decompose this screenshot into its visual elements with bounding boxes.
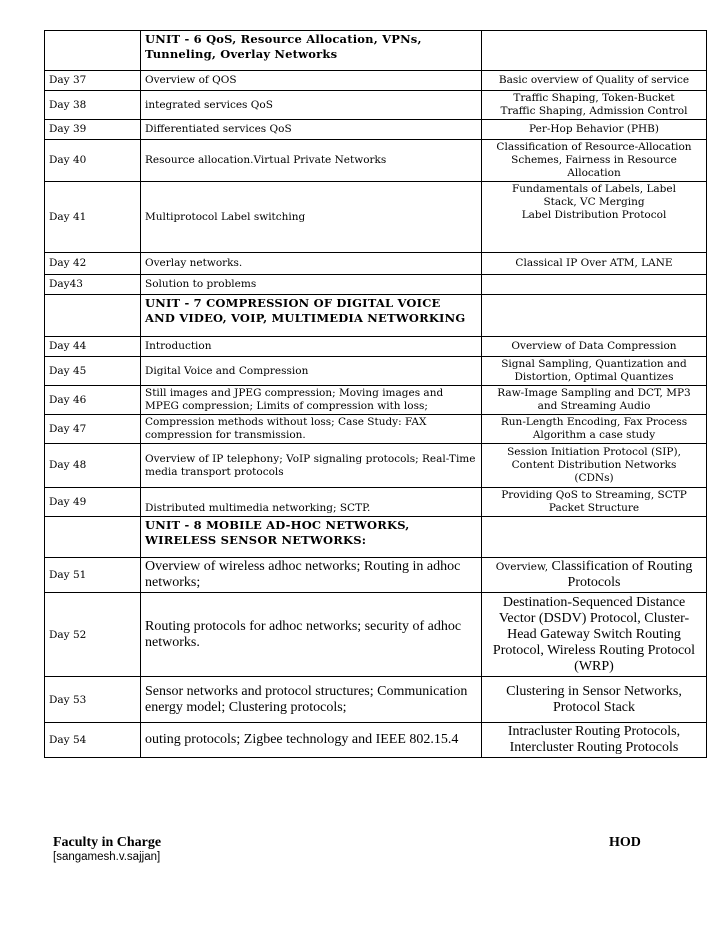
day-cell: Day 39: [45, 120, 141, 140]
description-cell: Overview of Data Compression: [482, 337, 707, 357]
description-line: Head Gateway Switch Routing: [507, 626, 681, 642]
description-line: Stack, VC Merging: [543, 196, 645, 208]
table-row: [45, 253, 707, 275]
unit-6-header-row: [45, 31, 707, 71]
topic-cell: Multiprotocol Label switching: [141, 182, 482, 253]
faculty-in-charge-label: Faculty in Charge: [53, 835, 162, 850]
faculty-name: [sangamesh.v.sajjan]: [53, 851, 161, 863]
table-row: [45, 182, 707, 253]
day-cell: Day 47: [45, 415, 141, 444]
description-line: Distortion, Optimal Quantizes: [514, 371, 674, 383]
day-cell: Day 51: [45, 558, 141, 593]
table-row: [45, 91, 707, 120]
description-line: Clustering in Sensor Networks,: [506, 683, 682, 699]
topic-cell: Introduction: [141, 337, 482, 357]
description-line: (CDNs): [574, 472, 614, 484]
table-row: [45, 71, 707, 91]
description-line: Classification of Resource-Allocation: [496, 141, 692, 153]
topic-cell: Digital Voice and Compression: [141, 357, 482, 386]
description-cell: Basic overview of Quality of service: [482, 71, 707, 91]
description-cell: [482, 723, 707, 758]
topic-cell: Still images and JPEG compression; Moving images and MPEG compression; Limits of compression with loss;: [141, 386, 482, 415]
description-line: Session Initiation Protocol (SIP),: [507, 446, 681, 458]
day-cell: Day 53: [45, 677, 141, 723]
description-cell: [482, 357, 707, 386]
topic-cell: Overview of wireless adhoc networks; Routing in adhoc networks;: [141, 558, 482, 593]
day-cell: Day43: [45, 275, 141, 295]
table-row: [45, 593, 707, 677]
description-line: (WRP): [574, 658, 614, 674]
description-cell: [482, 140, 707, 182]
unit-7-header-row: [45, 295, 707, 337]
table-row: [45, 140, 707, 182]
day-cell: Day 46: [45, 386, 141, 415]
description-line: Protocols: [567, 575, 621, 590]
description-line: Content Distribution Networks: [511, 459, 677, 471]
description-line: Raw-Image Sampling and DCT, MP3: [497, 387, 691, 399]
topic-cell: Sensor networks and protocol structures; Communication energy model; Clustering protocols;: [141, 677, 482, 723]
description-line: Destination-Sequenced Distance: [502, 594, 686, 610]
description-text: Classification of Routing: [551, 559, 693, 574]
topic-cell: Routing protocols for adhoc networks; security of adhoc networks.: [141, 593, 482, 677]
description-line: Intercluster Routing Protocols: [509, 740, 679, 755]
table-row: [45, 677, 707, 723]
lesson-plan-table: [44, 30, 707, 758]
unit-header-day-cell: [45, 295, 141, 337]
topic-cell: Compression methods without loss; Case Study: FAX compression for transmission.: [141, 415, 482, 444]
description-line: Run-Length Encoding, Fax Process: [500, 416, 688, 428]
description-line: Protocol, Wireless Routing Protocol: [492, 642, 696, 658]
day-cell: Day 38: [45, 91, 141, 120]
topic-cell: Distributed multimedia networking; SCTP.: [141, 488, 482, 517]
unit-title-line: UNIT - 6 QoS, Resource Allocation, VPNs,: [145, 32, 422, 46]
unit-header-desc-cell: [482, 31, 707, 71]
description-prefix: Overview,: [495, 561, 549, 573]
description-cell: Classical IP Over ATM, LANE: [482, 253, 707, 275]
unit-header-day-cell: [45, 517, 141, 558]
table-row: [45, 723, 707, 758]
topic-cell: Overview of QOS: [141, 71, 482, 91]
unit-title-line: Tunneling, Overlay Networks: [145, 47, 338, 61]
day-cell: Day 45: [45, 357, 141, 386]
description-line: Packet Structure: [548, 502, 640, 514]
description-cell: [482, 677, 707, 723]
day-cell: Day 54: [45, 723, 141, 758]
unit-8-header-row: [45, 517, 707, 558]
description-line: and Streaming Audio: [537, 400, 651, 412]
description-cell: [482, 182, 707, 253]
description-line: Allocation: [567, 167, 621, 179]
unit-title-line: AND VIDEO, VOIP, MULTIMEDIA NETWORKING: [145, 311, 466, 325]
description-cell: [482, 488, 707, 517]
description-cell: [482, 558, 707, 593]
unit-title-line: UNIT - 7 COMPRESSION OF DIGITAL VOICE: [145, 296, 441, 310]
description-cell: [482, 593, 707, 677]
day-cell: Day 52: [45, 593, 141, 677]
topic-cell: Resource allocation.Virtual Private Networks: [141, 140, 482, 182]
day-cell: Day 40: [45, 140, 141, 182]
table-row: [45, 558, 707, 593]
description-line: Traffic Shaping, Admission Control: [500, 105, 688, 117]
table-row: [45, 444, 707, 488]
topic-cell: Overview of IP telephony; VoIP signaling protocols; Real-Time media transport protocols: [141, 444, 482, 488]
unit-header-day-cell: [45, 31, 141, 71]
table-row: [45, 357, 707, 386]
description-line: Signal Sampling, Quantization and: [501, 358, 687, 370]
description-cell: [482, 275, 707, 295]
description-line: Vector (DSDV) Protocol, Cluster-: [498, 610, 690, 626]
description-line: Label Distribution Protocol: [521, 209, 667, 221]
unit-header-desc-cell: [482, 517, 707, 558]
description-line: Protocol Stack: [552, 699, 636, 715]
topic-cell: Differentiated services QoS: [141, 120, 482, 140]
day-cell: Day 42: [45, 253, 141, 275]
description-cell: [482, 386, 707, 415]
description-line: Schemes, Fairness in Resource: [511, 154, 677, 166]
table-row: [45, 275, 707, 295]
table-row: [45, 415, 707, 444]
description-line: Fundamentals of Labels, Label: [512, 183, 676, 195]
unit-header-desc-cell: [482, 295, 707, 337]
table-row: [45, 120, 707, 140]
table-row: [45, 386, 707, 415]
day-cell: Day 41: [45, 182, 141, 253]
table-row: [45, 337, 707, 357]
unit-8-title: [141, 517, 482, 558]
topic-cell: outing protocols; Zigbee technology and IEEE 802.15.4: [141, 723, 482, 758]
description-cell: Per-Hop Behavior (PHB): [482, 120, 707, 140]
description-line: [486, 559, 702, 575]
day-cell: Day 37: [45, 71, 141, 91]
unit-6-title: [141, 31, 482, 71]
table-row: [45, 488, 707, 517]
day-cell: Day 44: [45, 337, 141, 357]
description-line: Traffic Shaping, Token-Bucket: [513, 92, 675, 104]
description-line: Algorithm a case study: [532, 429, 656, 441]
description-line: Intracluster Routing Protocols,: [507, 724, 681, 739]
day-cell: Day 48: [45, 444, 141, 488]
description-cell: [482, 415, 707, 444]
topic-cell: integrated services QoS: [141, 91, 482, 120]
unit-7-title: [141, 295, 482, 337]
topic-cell: Solution to problems: [141, 275, 482, 295]
description-cell: [482, 444, 707, 488]
description-line: Providing QoS to Streaming, SCTP: [501, 489, 687, 501]
day-cell: Day 49: [45, 488, 141, 517]
topic-cell: Overlay networks.: [141, 253, 482, 275]
description-cell: [482, 91, 707, 120]
unit-title-line: UNIT - 8 MOBILE AD-HOC NETWORKS,: [145, 518, 410, 532]
unit-title-line: WIRELESS SENSOR NETWORKS:: [145, 533, 367, 547]
hod-label: HOD: [609, 835, 641, 850]
